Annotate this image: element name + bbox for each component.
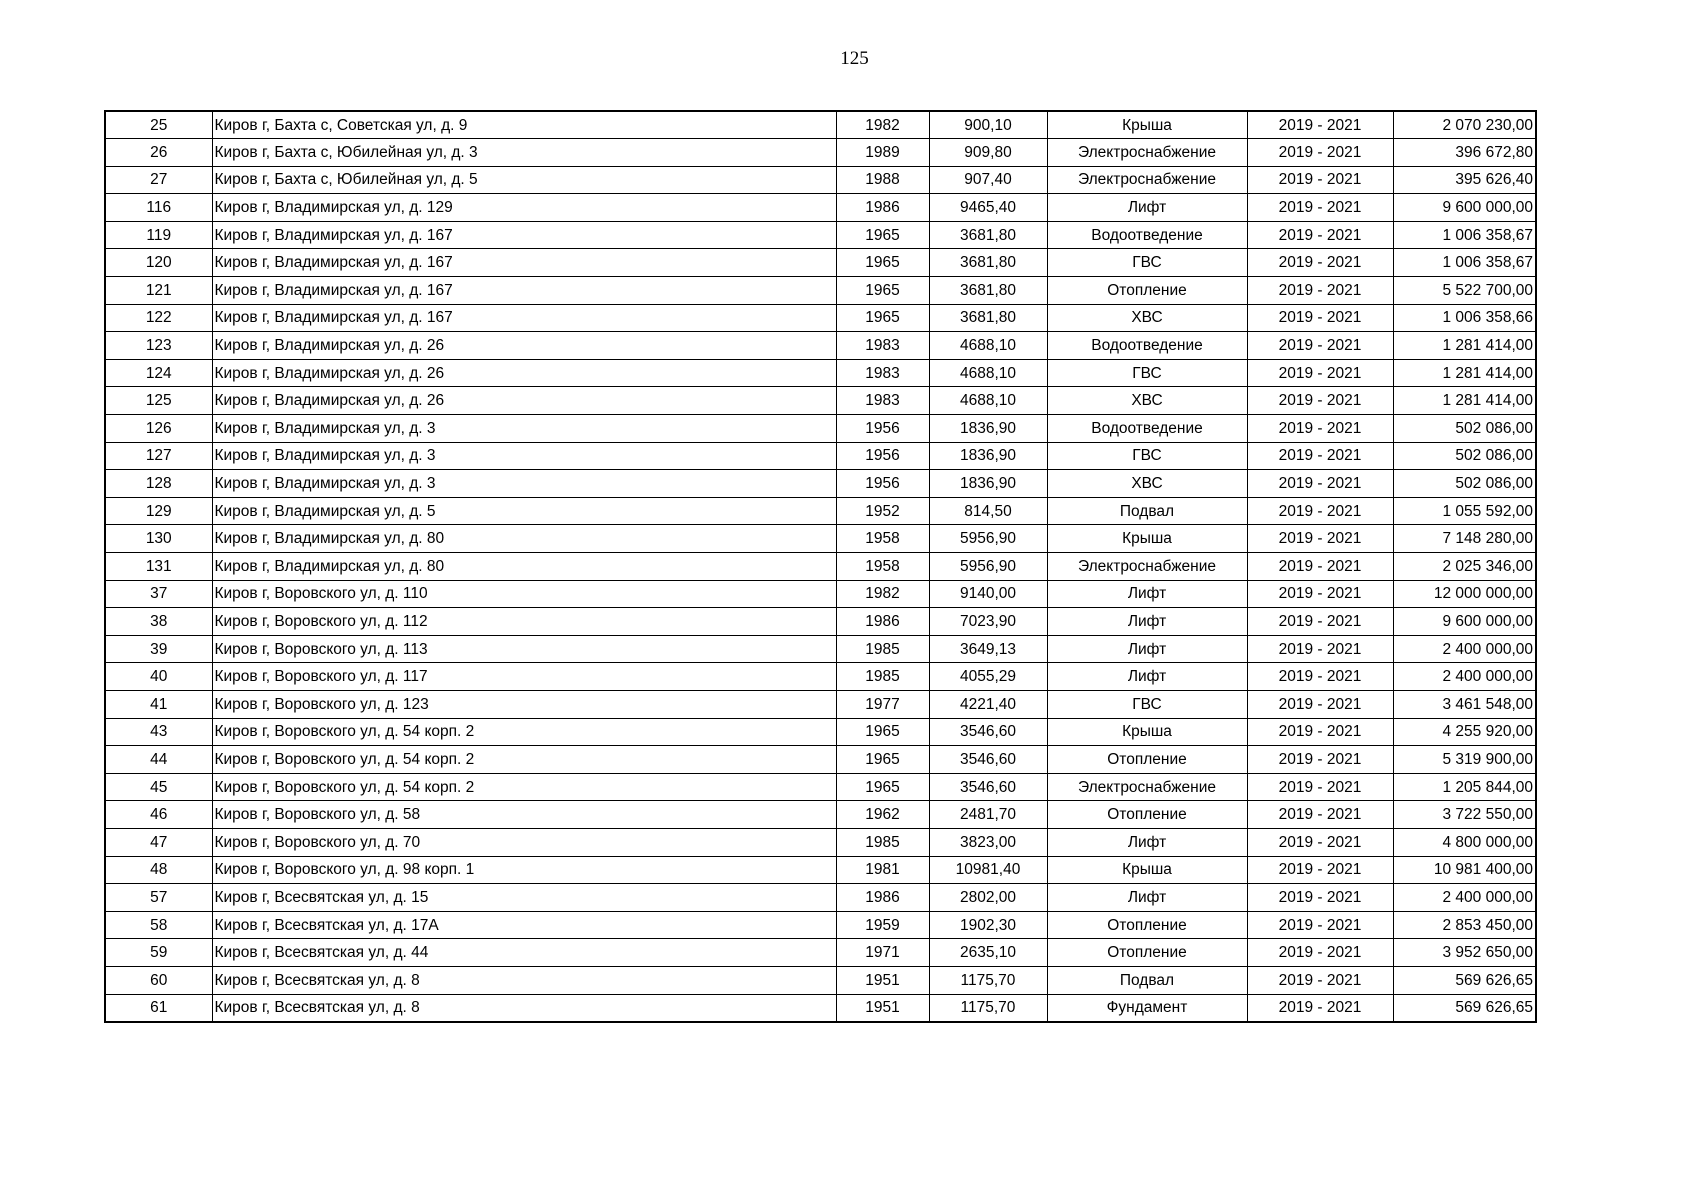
build-year-cell: 1982	[836, 580, 929, 608]
row-number-cell: 121	[105, 277, 212, 305]
table-row	[105, 470, 1536, 498]
work-type-cell: Подвал	[1047, 966, 1247, 994]
work-type-cell: Водоотведение	[1047, 415, 1247, 443]
build-year-cell: 1988	[836, 166, 929, 194]
table-row	[105, 359, 1536, 387]
cost-cell: 5 522 700,00	[1393, 277, 1536, 305]
cost-cell: 1 006 358,66	[1393, 304, 1536, 332]
table-row	[105, 304, 1536, 332]
build-year-cell: 1958	[836, 553, 929, 581]
build-year-cell: 1977	[836, 690, 929, 718]
address-cell: Киров г, Воровского ул, д. 113	[212, 635, 836, 663]
table-row	[105, 332, 1536, 360]
work-type-cell: Лифт	[1047, 635, 1247, 663]
table-row	[105, 111, 1536, 139]
cost-cell: 569 626,65	[1393, 966, 1536, 994]
build-year-cell: 1962	[836, 801, 929, 829]
row-number-cell: 39	[105, 635, 212, 663]
address-cell: Киров г, Владимирская ул, д. 26	[212, 359, 836, 387]
work-type-cell: Крыша	[1047, 856, 1247, 884]
build-year-cell: 1965	[836, 746, 929, 774]
area-cell: 1902,30	[929, 911, 1047, 939]
row-number-cell: 126	[105, 415, 212, 443]
row-number-cell: 123	[105, 332, 212, 360]
work-type-cell: Подвал	[1047, 497, 1247, 525]
area-cell: 814,50	[929, 497, 1047, 525]
table-row	[105, 139, 1536, 167]
address-cell: Киров г, Владимирская ул, д. 167	[212, 304, 836, 332]
period-cell: 2019 - 2021	[1247, 277, 1393, 305]
address-cell: Киров г, Всесвятская ул, д. 17А	[212, 911, 836, 939]
cost-cell: 1 006 358,67	[1393, 249, 1536, 277]
table-row	[105, 994, 1536, 1022]
address-cell: Киров г, Всесвятская ул, д. 15	[212, 884, 836, 912]
build-year-cell: 1965	[836, 718, 929, 746]
row-number-cell: 47	[105, 828, 212, 856]
address-cell: Киров г, Всесвятская ул, д. 8	[212, 994, 836, 1022]
period-cell: 2019 - 2021	[1247, 801, 1393, 829]
cost-cell: 1 205 844,00	[1393, 773, 1536, 801]
area-cell: 2635,10	[929, 939, 1047, 967]
work-type-cell: Электроснабжение	[1047, 139, 1247, 167]
table-row	[105, 553, 1536, 581]
row-number-cell: 44	[105, 746, 212, 774]
row-number-cell: 60	[105, 966, 212, 994]
period-cell: 2019 - 2021	[1247, 415, 1393, 443]
work-type-cell: Лифт	[1047, 663, 1247, 691]
cost-cell: 502 086,00	[1393, 442, 1536, 470]
area-cell: 1836,90	[929, 415, 1047, 443]
period-cell: 2019 - 2021	[1247, 635, 1393, 663]
work-type-cell: Лифт	[1047, 884, 1247, 912]
area-cell: 9465,40	[929, 194, 1047, 222]
work-type-cell: Крыша	[1047, 111, 1247, 139]
work-type-cell: Водоотведение	[1047, 221, 1247, 249]
row-number-cell: 27	[105, 166, 212, 194]
address-cell: Киров г, Владимирская ул, д. 3	[212, 470, 836, 498]
address-cell: Киров г, Воровского ул, д. 54 корп. 2	[212, 718, 836, 746]
area-cell: 4221,40	[929, 690, 1047, 718]
build-year-cell: 1959	[836, 911, 929, 939]
address-cell: Киров г, Воровского ул, д. 54 корп. 2	[212, 746, 836, 774]
area-cell: 1175,70	[929, 966, 1047, 994]
period-cell: 2019 - 2021	[1247, 111, 1393, 139]
area-cell: 3681,80	[929, 249, 1047, 277]
area-cell: 3649,13	[929, 635, 1047, 663]
cost-cell: 1 281 414,00	[1393, 332, 1536, 360]
cost-cell: 4 800 000,00	[1393, 828, 1536, 856]
work-type-cell: ХВС	[1047, 387, 1247, 415]
period-cell: 2019 - 2021	[1247, 387, 1393, 415]
area-cell: 3681,80	[929, 304, 1047, 332]
work-type-cell: ГВС	[1047, 359, 1247, 387]
cost-cell: 2 853 450,00	[1393, 911, 1536, 939]
cost-cell: 9 600 000,00	[1393, 194, 1536, 222]
area-cell: 907,40	[929, 166, 1047, 194]
row-number-cell: 59	[105, 939, 212, 967]
cost-cell: 2 400 000,00	[1393, 884, 1536, 912]
table-row	[105, 387, 1536, 415]
work-type-cell: ГВС	[1047, 249, 1247, 277]
period-cell: 2019 - 2021	[1247, 221, 1393, 249]
row-number-cell: 129	[105, 497, 212, 525]
address-cell: Киров г, Воровского ул, д. 123	[212, 690, 836, 718]
row-number-cell: 41	[105, 690, 212, 718]
table-row	[105, 718, 1536, 746]
address-cell: Киров г, Владимирская ул, д. 3	[212, 415, 836, 443]
work-type-cell: Водоотведение	[1047, 332, 1247, 360]
work-type-cell: Отопление	[1047, 746, 1247, 774]
period-cell: 2019 - 2021	[1247, 746, 1393, 774]
table-row	[105, 277, 1536, 305]
period-cell: 2019 - 2021	[1247, 690, 1393, 718]
area-cell: 3823,00	[929, 828, 1047, 856]
work-type-cell: Электроснабжение	[1047, 773, 1247, 801]
address-cell: Киров г, Всесвятская ул, д. 44	[212, 939, 836, 967]
row-number-cell: 45	[105, 773, 212, 801]
period-cell: 2019 - 2021	[1247, 828, 1393, 856]
period-cell: 2019 - 2021	[1247, 249, 1393, 277]
address-cell: Киров г, Всесвятская ул, д. 8	[212, 966, 836, 994]
period-cell: 2019 - 2021	[1247, 359, 1393, 387]
period-cell: 2019 - 2021	[1247, 994, 1393, 1022]
table-row	[105, 828, 1536, 856]
row-number-cell: 61	[105, 994, 212, 1022]
build-year-cell: 1985	[836, 828, 929, 856]
build-year-cell: 1985	[836, 663, 929, 691]
address-cell: Киров г, Владимирская ул, д. 26	[212, 332, 836, 360]
period-cell: 2019 - 2021	[1247, 911, 1393, 939]
period-cell: 2019 - 2021	[1247, 939, 1393, 967]
work-type-cell: Лифт	[1047, 608, 1247, 636]
address-cell: Киров г, Владимирская ул, д. 167	[212, 249, 836, 277]
build-year-cell: 1956	[836, 470, 929, 498]
address-cell: Киров г, Бахта с, Советская ул, д. 9	[212, 111, 836, 139]
row-number-cell: 119	[105, 221, 212, 249]
table-row	[105, 497, 1536, 525]
work-type-cell: ХВС	[1047, 470, 1247, 498]
build-year-cell: 1971	[836, 939, 929, 967]
cost-cell: 396 672,80	[1393, 139, 1536, 167]
area-cell: 5956,90	[929, 525, 1047, 553]
row-number-cell: 124	[105, 359, 212, 387]
table-row	[105, 608, 1536, 636]
area-cell: 1836,90	[929, 470, 1047, 498]
table-row	[105, 415, 1536, 443]
table-row	[105, 911, 1536, 939]
cost-cell: 3 952 650,00	[1393, 939, 1536, 967]
period-cell: 2019 - 2021	[1247, 663, 1393, 691]
table-row	[105, 939, 1536, 967]
page-number: 125	[840, 48, 869, 69]
address-cell: Киров г, Воровского ул, д. 112	[212, 608, 836, 636]
table-row	[105, 442, 1536, 470]
cost-cell: 502 086,00	[1393, 470, 1536, 498]
build-year-cell: 1965	[836, 773, 929, 801]
work-type-cell: ГВС	[1047, 442, 1247, 470]
cost-cell: 9 600 000,00	[1393, 608, 1536, 636]
period-cell: 2019 - 2021	[1247, 442, 1393, 470]
cost-cell: 502 086,00	[1393, 415, 1536, 443]
row-number-cell: 120	[105, 249, 212, 277]
period-cell: 2019 - 2021	[1247, 966, 1393, 994]
row-number-cell: 58	[105, 911, 212, 939]
build-year-cell: 1965	[836, 277, 929, 305]
row-number-cell: 128	[105, 470, 212, 498]
cost-cell: 1 281 414,00	[1393, 387, 1536, 415]
address-cell: Киров г, Владимирская ул, д. 3	[212, 442, 836, 470]
period-cell: 2019 - 2021	[1247, 773, 1393, 801]
cost-cell: 395 626,40	[1393, 166, 1536, 194]
address-cell: Киров г, Воровского ул, д. 58	[212, 801, 836, 829]
table-row	[105, 580, 1536, 608]
address-cell: Киров г, Воровского ул, д. 117	[212, 663, 836, 691]
capital-repair-table	[104, 110, 1537, 1023]
row-number-cell: 125	[105, 387, 212, 415]
address-cell: Киров г, Воровского ул, д. 54 корп. 2	[212, 773, 836, 801]
work-type-cell: Лифт	[1047, 194, 1247, 222]
area-cell: 3546,60	[929, 718, 1047, 746]
period-cell: 2019 - 2021	[1247, 497, 1393, 525]
build-year-cell: 1983	[836, 332, 929, 360]
area-cell: 4688,10	[929, 387, 1047, 415]
row-number-cell: 25	[105, 111, 212, 139]
area-cell: 2802,00	[929, 884, 1047, 912]
row-number-cell: 38	[105, 608, 212, 636]
period-cell: 2019 - 2021	[1247, 139, 1393, 167]
area-cell: 10981,40	[929, 856, 1047, 884]
build-year-cell: 1986	[836, 194, 929, 222]
cost-cell: 4 255 920,00	[1393, 718, 1536, 746]
area-cell: 3546,60	[929, 773, 1047, 801]
area-cell: 4688,10	[929, 359, 1047, 387]
table-row	[105, 194, 1536, 222]
area-cell: 4688,10	[929, 332, 1047, 360]
period-cell: 2019 - 2021	[1247, 553, 1393, 581]
period-cell: 2019 - 2021	[1247, 580, 1393, 608]
period-cell: 2019 - 2021	[1247, 608, 1393, 636]
cost-cell: 3 722 550,00	[1393, 801, 1536, 829]
table-body	[105, 111, 1536, 1022]
address-cell: Киров г, Воровского ул, д. 98 корп. 1	[212, 856, 836, 884]
cost-cell: 1 055 592,00	[1393, 497, 1536, 525]
table-row	[105, 249, 1536, 277]
build-year-cell: 1985	[836, 635, 929, 663]
work-type-cell: Лифт	[1047, 580, 1247, 608]
table-row	[105, 525, 1536, 553]
build-year-cell: 1983	[836, 387, 929, 415]
build-year-cell: 1965	[836, 304, 929, 332]
work-type-cell: Электроснабжение	[1047, 166, 1247, 194]
address-cell: Киров г, Владимирская ул, д. 5	[212, 497, 836, 525]
build-year-cell: 1983	[836, 359, 929, 387]
period-cell: 2019 - 2021	[1247, 332, 1393, 360]
build-year-cell: 1956	[836, 415, 929, 443]
work-type-cell: Фундамент	[1047, 994, 1247, 1022]
address-cell: Киров г, Владимирская ул, д. 167	[212, 277, 836, 305]
table-row	[105, 221, 1536, 249]
table-row	[105, 635, 1536, 663]
address-cell: Киров г, Владимирская ул, д. 167	[212, 221, 836, 249]
cost-cell: 1 006 358,67	[1393, 221, 1536, 249]
address-cell: Киров г, Бахта с, Юбилейная ул, д. 3	[212, 139, 836, 167]
cost-cell: 3 461 548,00	[1393, 690, 1536, 718]
work-type-cell: Крыша	[1047, 525, 1247, 553]
table-row	[105, 801, 1536, 829]
table-row	[105, 856, 1536, 884]
build-year-cell: 1958	[836, 525, 929, 553]
row-number-cell: 131	[105, 553, 212, 581]
row-number-cell: 57	[105, 884, 212, 912]
cost-cell: 2 400 000,00	[1393, 635, 1536, 663]
build-year-cell: 1965	[836, 221, 929, 249]
address-cell: Киров г, Воровского ул, д. 110	[212, 580, 836, 608]
period-cell: 2019 - 2021	[1247, 304, 1393, 332]
build-year-cell: 1986	[836, 608, 929, 636]
address-cell: Киров г, Владимирская ул, д. 129	[212, 194, 836, 222]
row-number-cell: 40	[105, 663, 212, 691]
area-cell: 909,80	[929, 139, 1047, 167]
build-year-cell: 1951	[836, 966, 929, 994]
table-row	[105, 663, 1536, 691]
build-year-cell: 1956	[836, 442, 929, 470]
work-type-cell: Отопление	[1047, 911, 1247, 939]
period-cell: 2019 - 2021	[1247, 718, 1393, 746]
build-year-cell: 1965	[836, 249, 929, 277]
row-number-cell: 122	[105, 304, 212, 332]
address-cell: Киров г, Воровского ул, д. 70	[212, 828, 836, 856]
table-row	[105, 773, 1536, 801]
area-cell: 1175,70	[929, 994, 1047, 1022]
area-cell: 1836,90	[929, 442, 1047, 470]
period-cell: 2019 - 2021	[1247, 525, 1393, 553]
build-year-cell: 1989	[836, 139, 929, 167]
work-type-cell: Отопление	[1047, 939, 1247, 967]
cost-cell: 2 400 000,00	[1393, 663, 1536, 691]
table-row	[105, 966, 1536, 994]
row-number-cell: 26	[105, 139, 212, 167]
cost-cell: 7 148 280,00	[1393, 525, 1536, 553]
build-year-cell: 1981	[836, 856, 929, 884]
period-cell: 2019 - 2021	[1247, 470, 1393, 498]
area-cell: 3681,80	[929, 277, 1047, 305]
cost-cell: 2 070 230,00	[1393, 111, 1536, 139]
table-row	[105, 690, 1536, 718]
area-cell: 5956,90	[929, 553, 1047, 581]
address-cell: Киров г, Бахта с, Юбилейная ул, д. 5	[212, 166, 836, 194]
cost-cell: 5 319 900,00	[1393, 746, 1536, 774]
cost-cell: 2 025 346,00	[1393, 553, 1536, 581]
work-type-cell: Крыша	[1047, 718, 1247, 746]
cost-cell: 1 281 414,00	[1393, 359, 1536, 387]
row-number-cell: 43	[105, 718, 212, 746]
address-cell: Киров г, Владимирская ул, д. 80	[212, 525, 836, 553]
period-cell: 2019 - 2021	[1247, 856, 1393, 884]
table-row	[105, 166, 1536, 194]
table-row	[105, 884, 1536, 912]
period-cell: 2019 - 2021	[1247, 194, 1393, 222]
work-type-cell: Отопление	[1047, 277, 1247, 305]
period-cell: 2019 - 2021	[1247, 884, 1393, 912]
build-year-cell: 1982	[836, 111, 929, 139]
address-cell: Киров г, Владимирская ул, д. 26	[212, 387, 836, 415]
table-row	[105, 746, 1536, 774]
work-type-cell: ГВС	[1047, 690, 1247, 718]
area-cell: 3546,60	[929, 746, 1047, 774]
row-number-cell: 116	[105, 194, 212, 222]
row-number-cell: 127	[105, 442, 212, 470]
area-cell: 4055,29	[929, 663, 1047, 691]
cost-cell: 569 626,65	[1393, 994, 1536, 1022]
work-type-cell: Отопление	[1047, 801, 1247, 829]
work-type-cell: ХВС	[1047, 304, 1247, 332]
area-cell: 9140,00	[929, 580, 1047, 608]
area-cell: 7023,90	[929, 608, 1047, 636]
cost-cell: 12 000 000,00	[1393, 580, 1536, 608]
row-number-cell: 46	[105, 801, 212, 829]
period-cell: 2019 - 2021	[1247, 166, 1393, 194]
work-type-cell: Лифт	[1047, 828, 1247, 856]
build-year-cell: 1986	[836, 884, 929, 912]
cost-cell: 10 981 400,00	[1393, 856, 1536, 884]
row-number-cell: 37	[105, 580, 212, 608]
area-cell: 2481,70	[929, 801, 1047, 829]
area-cell: 900,10	[929, 111, 1047, 139]
work-type-cell: Электроснабжение	[1047, 553, 1247, 581]
address-cell: Киров г, Владимирская ул, д. 80	[212, 553, 836, 581]
build-year-cell: 1951	[836, 994, 929, 1022]
row-number-cell: 48	[105, 856, 212, 884]
row-number-cell: 130	[105, 525, 212, 553]
area-cell: 3681,80	[929, 221, 1047, 249]
build-year-cell: 1952	[836, 497, 929, 525]
